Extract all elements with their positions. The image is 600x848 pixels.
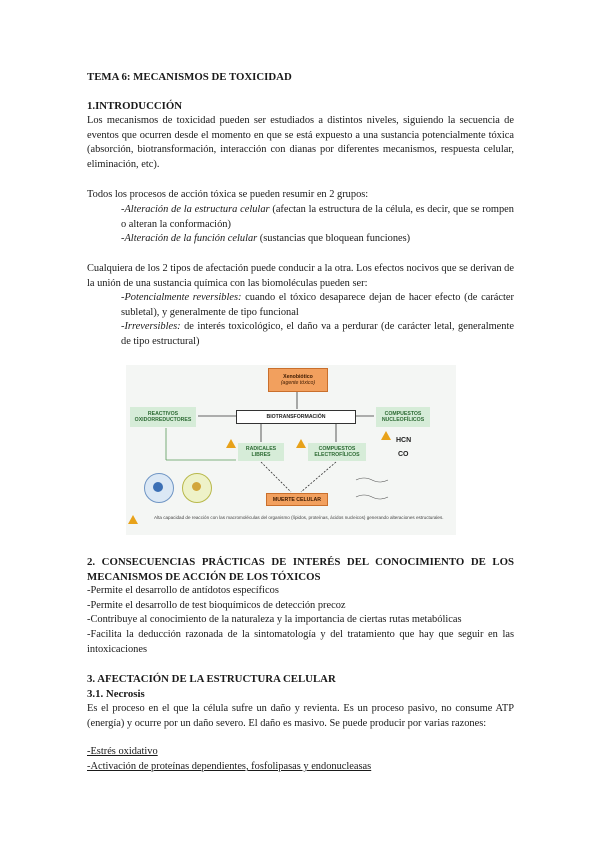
xenobiotic-label: Xenobiótico <box>283 374 313 380</box>
group-2 <box>87 232 514 247</box>
effect-1-term: -Potencialmente reversibles: <box>121 292 242 303</box>
warning-icon <box>381 431 391 440</box>
group-1-term: -Alteración de la estructura celular <box>121 204 270 215</box>
intro-paragraph-2: Todos los procesos de acción tóxica se pueden resumir en 2 grupos: <box>87 189 369 200</box>
intro-heading: 1.INTRODUCCIÓN <box>87 100 183 112</box>
section-2-item: -Facilita la deducción razonada de la sintomatología y del tratamiento que hay que seguir en las intoxicaciones <box>87 629 514 655</box>
section-2-item: -Permite el desarrollo de antídotos específicos <box>87 585 279 596</box>
warning-icon <box>226 439 236 448</box>
toxicity-mechanism-diagram <box>126 365 456 535</box>
document-title: TEMA 6: MECANISMOS DE TOXICIDAD <box>87 71 292 83</box>
xenobiotic-box <box>268 368 328 392</box>
intro-paragraph-1: Los mecanismos de toxicidad pueden ser estudiados a distintos niveles, siguiendo la secuencia de eventos que ocurren desde el momento en que se está expuesto a una sustancia potencialmente tóxica (absorción, biotransformación, interacción con dianas por diferentes mecanismos, respuesta celular, eliminación, etc). <box>87 115 514 170</box>
section-2-heading: 2. CONSECUENCIAS PRÁCTICAS DE INTERÉS DEL CONOCIMIENTO DE LOS MECANISMOS DE ACCIÓN DE LOS TÓXICOS <box>87 556 514 583</box>
nucleophilic-compounds-box: COMPUESTOS NUCLEOFÍLICOS <box>376 407 430 427</box>
electrophilic-compounds-box: COMPUESTOS ELECTROFÍLICOS <box>308 443 366 461</box>
biotransformation-box: BIOTRANSFORMACIÓN <box>236 410 356 424</box>
necrosis-reason: -Estrés oxidativo <box>87 746 158 757</box>
warning-icon <box>128 515 138 524</box>
diagram-footnote: Alta capacidad de reacción con las macromoléculas del organismo (lípidos, proteínas, ácidos nucleicos) generando alteraciones estructurales. <box>154 515 444 520</box>
nucleus-icon <box>153 482 163 492</box>
group-1 <box>87 203 514 232</box>
damaged-nucleus-icon <box>192 482 201 491</box>
group-2-term: -Alteración de la función celular <box>121 233 258 244</box>
warning-icon <box>296 439 306 448</box>
effect-1-text: cuando el tóxico desaparece dejan de hacer efecto (de carácter subletal), y generalmente de tipo funcional <box>121 292 514 318</box>
hcn-label: HCN <box>396 437 412 444</box>
group-2-text: (sustancias que bloquean funciones) <box>257 233 411 244</box>
section-3-subheading: 3.1. Necrosis <box>87 688 145 700</box>
section-2-item: -Permite el desarrollo de test bioquímicos de detección precoz <box>87 600 346 611</box>
intro-paragraph-3: Cualquiera de los 2 tipos de afectación puede conducir a la otra. Los efectos nocivos que se derivan de la unión de una sustancia química con las biomoléculas pueden ser: <box>87 263 514 289</box>
redox-reactives-box: REACTIVOS OXIDORREDUCTORES <box>130 407 196 427</box>
section-2-item: -Contribuye al conocimiento de la naturaleza y la importancia de ciertas rutas metabólicas <box>87 614 462 625</box>
effect-2-text: de interés toxicológico, el daño va a perdurar (de carácter letal, generalmente de tipo estructural) <box>121 321 514 347</box>
effect-2 <box>87 320 514 349</box>
section-3-heading: 3. AFECTACIÓN DE LA ESTRUCTURA CELULAR <box>87 673 336 685</box>
effect-2-term: -Irreversibles: <box>121 321 181 332</box>
section-3-paragraph: Es el proceso en el que la célula sufre un daño y revienta. Es un proceso pasivo, no consume ATP (energía) y ocurre por un daño severo. El daño es masivo. Se puede producir por varias razones: <box>87 703 514 729</box>
free-radicals-box: RADICALES LIBRES <box>238 443 284 461</box>
effect-1 <box>87 291 514 320</box>
co-label: CO <box>398 451 409 458</box>
group-1-text: (afectan la estructura de la célula, es decir, que se rompen o alteran la conformación) <box>121 204 514 230</box>
necrosis-reason: -Activación de proteínas dependientes, fosfolipasas y endonucleasas <box>87 761 372 772</box>
toxic-agent-label: (agente tóxico) <box>280 380 316 386</box>
cell-death-box: MUERTE CELULAR <box>266 493 328 506</box>
